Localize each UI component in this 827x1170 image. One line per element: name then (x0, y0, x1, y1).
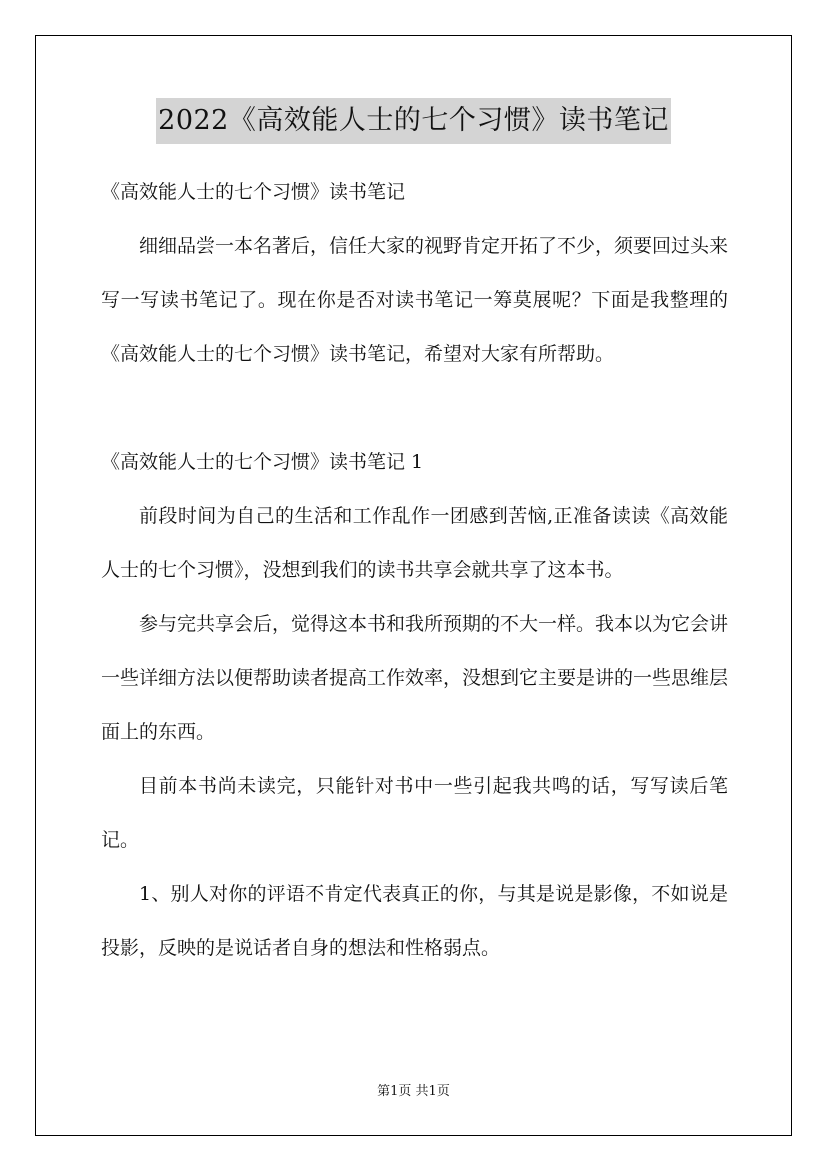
document-body (101, 165, 728, 975)
intro-paragraph: 细细品尝一本名著后，信任大家的视野肯定开拓了不少，须要回过头来写一写读书笔记了。现在你是否对读书笔记一筹莫展呢？下面是我整理的《高效能人士的七个习惯》读书笔记，希望对大家有所帮助。 (101, 235, 729, 365)
paragraph-4: 1、别人对你的评语不肯定代表真正的你，与其是说是影像，不如说是投影，反映的是说话者自身的想法和性格弱点。 (101, 883, 728, 959)
paragraph-3: 目前本书尚未读完，只能针对书中一些引起我共鸣的话，写写读后笔记。 (101, 775, 728, 851)
section-heading: 《高效能人士的七个习惯》读书笔记 1 (101, 451, 424, 473)
document-subtitle: 《高效能人士的七个习惯》读书笔记 (101, 181, 406, 203)
paragraph-1: 前段时间为自己的生活和工作乱作一团感到苦恼,正准备读读《高效能人士的七个习惯》，没想到我们的读书共享会就共享了这本书。 (101, 505, 728, 581)
section-spacer (101, 381, 728, 435)
document-title: 2022《高效能人士的七个习惯》读书笔记 (156, 98, 671, 144)
page-footer: 第1页 共1页 (377, 1084, 450, 1099)
paragraph-2: 参与完共享会后，觉得这本书和我所预期的不大一样。我本以为它会讲一些详细方法以便帮助读者提高工作效率，没想到它主要是讲的一些思维层面上的东西。 (101, 613, 729, 743)
title-container (0, 98, 827, 144)
